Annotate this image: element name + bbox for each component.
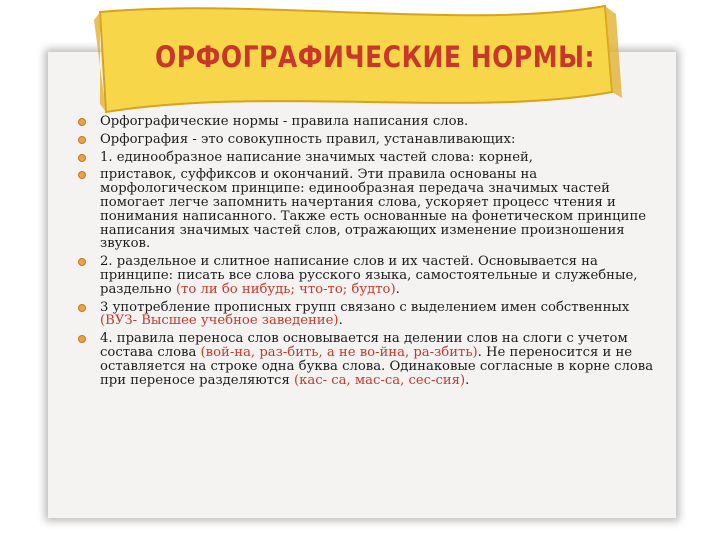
bullet-icon: [78, 136, 86, 144]
list-item-text: . Не переносится и не оставляется на строке одна буква слова. Одинаковые согласные в корне слова при переносе разделяются: [100, 344, 654, 388]
bullet-icon: [78, 154, 86, 162]
list-item-text: Орфография - это совокупность правил, устанавливающих:: [100, 131, 516, 147]
list-item: [78, 332, 668, 387]
list-item-text: .: [465, 372, 470, 388]
list-item-text: .: [395, 281, 400, 297]
list-item: [78, 151, 668, 165]
list-item: [78, 133, 668, 147]
list-item-text: 1. единообразное написание значимых частей слова: корней,: [100, 149, 533, 165]
example-text: (ВУЗ- Высшее учебное заведение): [100, 313, 339, 329]
list-item: [78, 255, 668, 296]
bullet-icon: [78, 171, 86, 179]
example-text: (то ли бо нибудь; что-то; будто): [175, 281, 396, 297]
list-item-text: приставок, суффиксов и окончаний. Эти правила основаны на морфологическом принципе: единообразная передача значимых частей помогает легче запомнить начертания слова, ускоряет процесс чтения и понимания написанного. Также есть основанные на фонетическом принципе написания значимых частей слов, отражающих изменение произношения звуков.: [100, 167, 647, 252]
list-item: [78, 168, 668, 251]
list-item-text: .: [338, 313, 343, 329]
rules-list: [78, 115, 668, 391]
list-item-text: Орфографические нормы - правила написания слов.: [100, 114, 469, 129]
bullet-icon: [78, 258, 86, 266]
list-item: [78, 115, 668, 129]
bullet-icon: [78, 304, 86, 312]
example-text: (кас- са, мас-са, сес-сия): [293, 372, 466, 388]
example-text: (вой-на, раз-бить, а не во-йна, ра-збить): [200, 344, 478, 360]
list-item-text: 3 употребление прописных групп связано с выделением имен собственных: [100, 299, 630, 315]
list-item-text: 4. правила переноса слов основывается на делении слов на слоги с учетом состава слова: [100, 331, 628, 360]
bullet-icon: [78, 118, 86, 126]
bullet-icon: [78, 335, 86, 343]
page-title: ОРФОГРАФИЧЕСКИЕ НОРМЫ:: [155, 40, 595, 75]
list-item: [78, 301, 668, 329]
list-item-text: 2. раздельное и слитное написание слов и их частей. Основывается на принципе: писать все слова русского языка, самостоятельные и служебные, раздельно: [100, 254, 638, 297]
